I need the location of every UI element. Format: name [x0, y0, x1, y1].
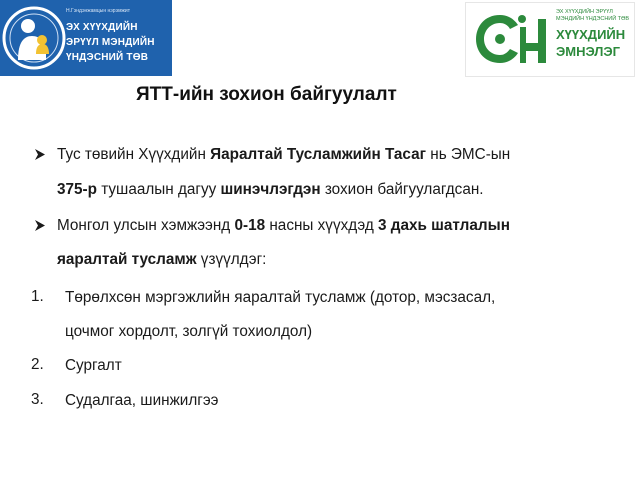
center-logo [0, 0, 172, 76]
center-logo-line-3: ҮНДЭСНИЙ ТӨВ [66, 52, 149, 63]
list-item-1-line-1: Төрөлхсөн мэргэжлийн яаралтай тусламж (дотор, мэсзасал, [65, 289, 496, 306]
list-item-3: Судалгаа, шинжилгээ [65, 392, 219, 409]
list-number-2: 2. [31, 356, 44, 373]
hospital-mark-icon [472, 9, 554, 69]
center-logo-subtitle: Н.Гэндэнжамцын нэрэмжит [66, 8, 130, 14]
slide-title: ЯТТ-ийн зохион байгуулалт [136, 84, 397, 105]
center-logo-line-1: ЭХ ХҮҮХДИЙН [66, 22, 138, 33]
arrow-bullet-icon [34, 219, 46, 232]
list-number-1: 1. [31, 288, 44, 305]
hospital-logo-big-line-2: ЭМНЭЛЭГ [556, 44, 620, 59]
arrow-bullet-icon [34, 148, 46, 161]
list-item-2: Сургалт [65, 357, 122, 374]
hospital-logo-small-line-1: ЭХ ХҮҮХДИЙН ЭРҮҮЛ [556, 9, 613, 15]
list-number-3: 3. [31, 391, 44, 408]
list-item-1-line-2: цочмог хордолт, золгүй тохиолдол) [65, 323, 313, 340]
bullet-2-line-2: яаралтай тусламж үзүүлдэг: [57, 251, 267, 268]
hospital-logo [465, 2, 635, 77]
mother-child-emblem-icon [2, 2, 66, 74]
hospital-logo-small-line-2: МЭНДИЙН ҮНДЭСНИЙ ТӨВ [556, 16, 630, 22]
bullet-1-line-2: 375-р тушаалын дагуу шинэчлэгдэн зохион байгуулагдсан. [57, 181, 484, 198]
hospital-logo-big-line-1: ХҮҮХДИЙН [556, 27, 626, 42]
bullet-2-line-1: Монгол улсын хэмжээнд 0-18 насны хүүхдэд 3 дахь шатлалын [57, 217, 510, 234]
bullet-1-line-1: Тус төвийн Хүүхдийн Яаралтай Тусламжийн Тасаг нь ЭМС-ын [57, 146, 511, 163]
center-logo-line-2: ЭРҮҮЛ МЭНДИЙН [66, 37, 155, 48]
